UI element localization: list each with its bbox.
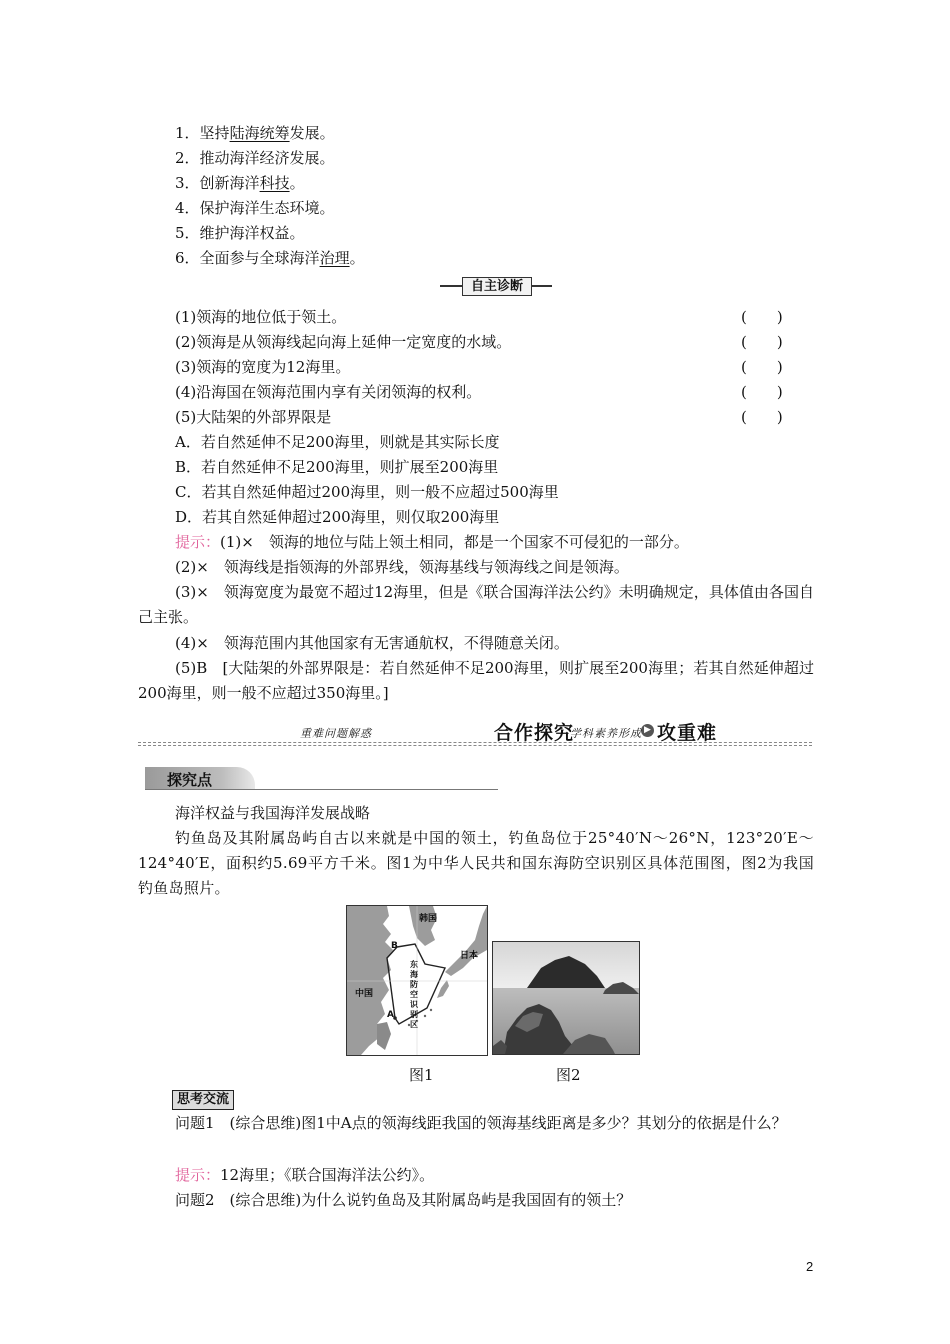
explore-point-label: 探究点	[167, 771, 213, 789]
map-point-b: B	[391, 941, 398, 951]
topic-title: 海洋权益与我国海洋发展战略	[175, 804, 371, 822]
answer-blank: ( )	[741, 383, 783, 401]
banner-line-left	[440, 285, 462, 287]
section-header-left: 重难问题解惑	[300, 727, 372, 740]
list-text: 。	[289, 174, 305, 192]
list-text: 保护海洋生态环境。	[199, 199, 335, 217]
list-number: 3．	[175, 174, 200, 192]
answer-blank: ( )	[741, 358, 783, 376]
map-label-korea: 韩国	[419, 914, 438, 924]
section-header-main2: 攻重难	[657, 722, 718, 744]
map-label-zone	[409, 960, 419, 1030]
section-header-main: 合作探究	[494, 722, 575, 744]
zone-char: 别	[410, 1010, 418, 1019]
answer-blank: ( )	[741, 308, 783, 326]
option-a: A．若自然延伸不足200海里，则就是其实际长度	[175, 433, 500, 451]
answer-blank: ( )	[741, 333, 783, 351]
zone-char: 识	[410, 1000, 418, 1009]
answer-5: (5)B [大陆架的外部界限是：若自然延伸不足200海里，则扩展至200海里；若其自然延伸超过200海里，则一般不应超过350海里。]	[138, 659, 814, 702]
think-exchange-label: 思考交流	[172, 1090, 234, 1110]
map-label-china: 中国	[355, 989, 374, 999]
zone-char: 防	[410, 980, 418, 989]
tip-label: 提示：	[175, 533, 221, 551]
list-number: 1．	[175, 124, 200, 142]
option-c: C．若其自然延伸超过200海里，则一般不应超过500海里	[175, 483, 559, 501]
section-header	[138, 716, 812, 746]
option-d: D．若其自然延伸超过200海里，则仅取200海里	[175, 508, 500, 526]
list-text: 坚持	[199, 124, 230, 142]
list-text: 。	[349, 249, 365, 267]
zone-char: 海	[410, 970, 418, 979]
list-item	[175, 123, 335, 143]
self-diagnosis-title: 自主诊断	[462, 277, 532, 296]
zone-char: 东	[410, 960, 418, 969]
list-item	[175, 223, 305, 243]
zone-char: 空	[410, 990, 418, 999]
option-b: B．若自然延伸不足200海里，则扩展至200海里	[175, 458, 499, 476]
answer-3: (3)× 领海宽度为最宽不超过12海里，但是《联合国海洋法公约》未明确规定，具体值由各国自己主张。	[138, 583, 814, 626]
figure-2-caption: 图2	[556, 1066, 581, 1084]
figure-1-caption: 图1	[409, 1066, 434, 1084]
question-1-answer	[175, 1165, 434, 1185]
island-photo	[493, 942, 639, 1054]
figure-2-photo	[492, 941, 640, 1055]
list-text: 维护海洋权益。	[199, 224, 305, 242]
answer-1	[175, 532, 689, 552]
list-item	[175, 173, 305, 193]
section-header-right: 学科素养形成	[570, 727, 642, 740]
list-item	[175, 248, 365, 268]
answer-2: (2)× 领海线是指领海的外部界线，领海基线与领海线之间是领海。	[175, 558, 629, 576]
zone-char: 区	[410, 1020, 418, 1029]
divider	[138, 742, 812, 743]
list-text: 发展。	[289, 124, 335, 142]
diagnosis-item: (1)领海的地位低于领土。	[175, 308, 347, 326]
diagnosis-item: (5)大陆架的外部界限是	[175, 408, 332, 426]
divider	[138, 745, 812, 746]
question-1: 问题1 (综合思维)图1中A点的领海线距我国的领海基线距离是多少？其划分的依据是什么？	[175, 1114, 787, 1132]
list-underlined-term: 科技	[259, 174, 290, 192]
list-text: 创新海洋	[199, 174, 260, 192]
list-text: 推动海洋经济发展。	[199, 149, 335, 167]
answer-blank: ( )	[741, 408, 783, 426]
arrow-icon: ▶	[641, 724, 654, 737]
answer-text: 12海里；《联合国海洋法公约》。	[220, 1166, 435, 1184]
question-2: 问题2 (综合思维)为什么说钓鱼岛及其附属岛屿是我国固有的领土？	[175, 1191, 632, 1209]
list-number: 5．	[175, 224, 200, 242]
list-number: 4．	[175, 199, 200, 217]
map-point-a: A	[387, 1010, 394, 1020]
list-number: 2．	[175, 149, 200, 167]
figure-1-map	[346, 905, 488, 1056]
self-diagnosis-banner	[440, 277, 552, 295]
page-number: 2	[806, 1259, 814, 1274]
diagnosis-item: (4)沿海国在领海范围内享有关闭领海的权利。	[175, 383, 482, 401]
tip-label: 提示：	[175, 1166, 221, 1184]
explore-point-bar	[145, 767, 498, 790]
list-item	[175, 148, 335, 168]
banner-line-right	[532, 285, 552, 287]
diagnosis-item: (2)领海是从领海线起向海上延伸一定宽度的水域。	[175, 333, 512, 351]
intro-paragraph: 钓鱼岛及其附属岛屿自古以来就是中国的领土，钓鱼岛位于25°40′N～26°N，123°20′E～124°40′E，面积约5.69平方千米。图1为中华人民共和国东海防空识别区具体范围图，图2为我国钓鱼岛照片。	[138, 829, 814, 897]
list-underlined-term: 治理	[319, 249, 350, 267]
answer-4: (4)× 领海范围内其他国家有无害通航权，不得随意关闭。	[175, 634, 569, 652]
list-item	[175, 198, 335, 218]
list-text: 全面参与全球海洋	[199, 249, 320, 267]
list-number: 6．	[175, 249, 200, 267]
diagnosis-item: (3)领海的宽度为12海里。	[175, 358, 351, 376]
list-underlined-term: 陆海统筹	[229, 124, 290, 142]
map-label-japan: 日本	[460, 951, 479, 961]
answer-text: (1)× 领海的地位与陆上领土相同，都是一个国家不可侵犯的一部分。	[220, 533, 689, 551]
